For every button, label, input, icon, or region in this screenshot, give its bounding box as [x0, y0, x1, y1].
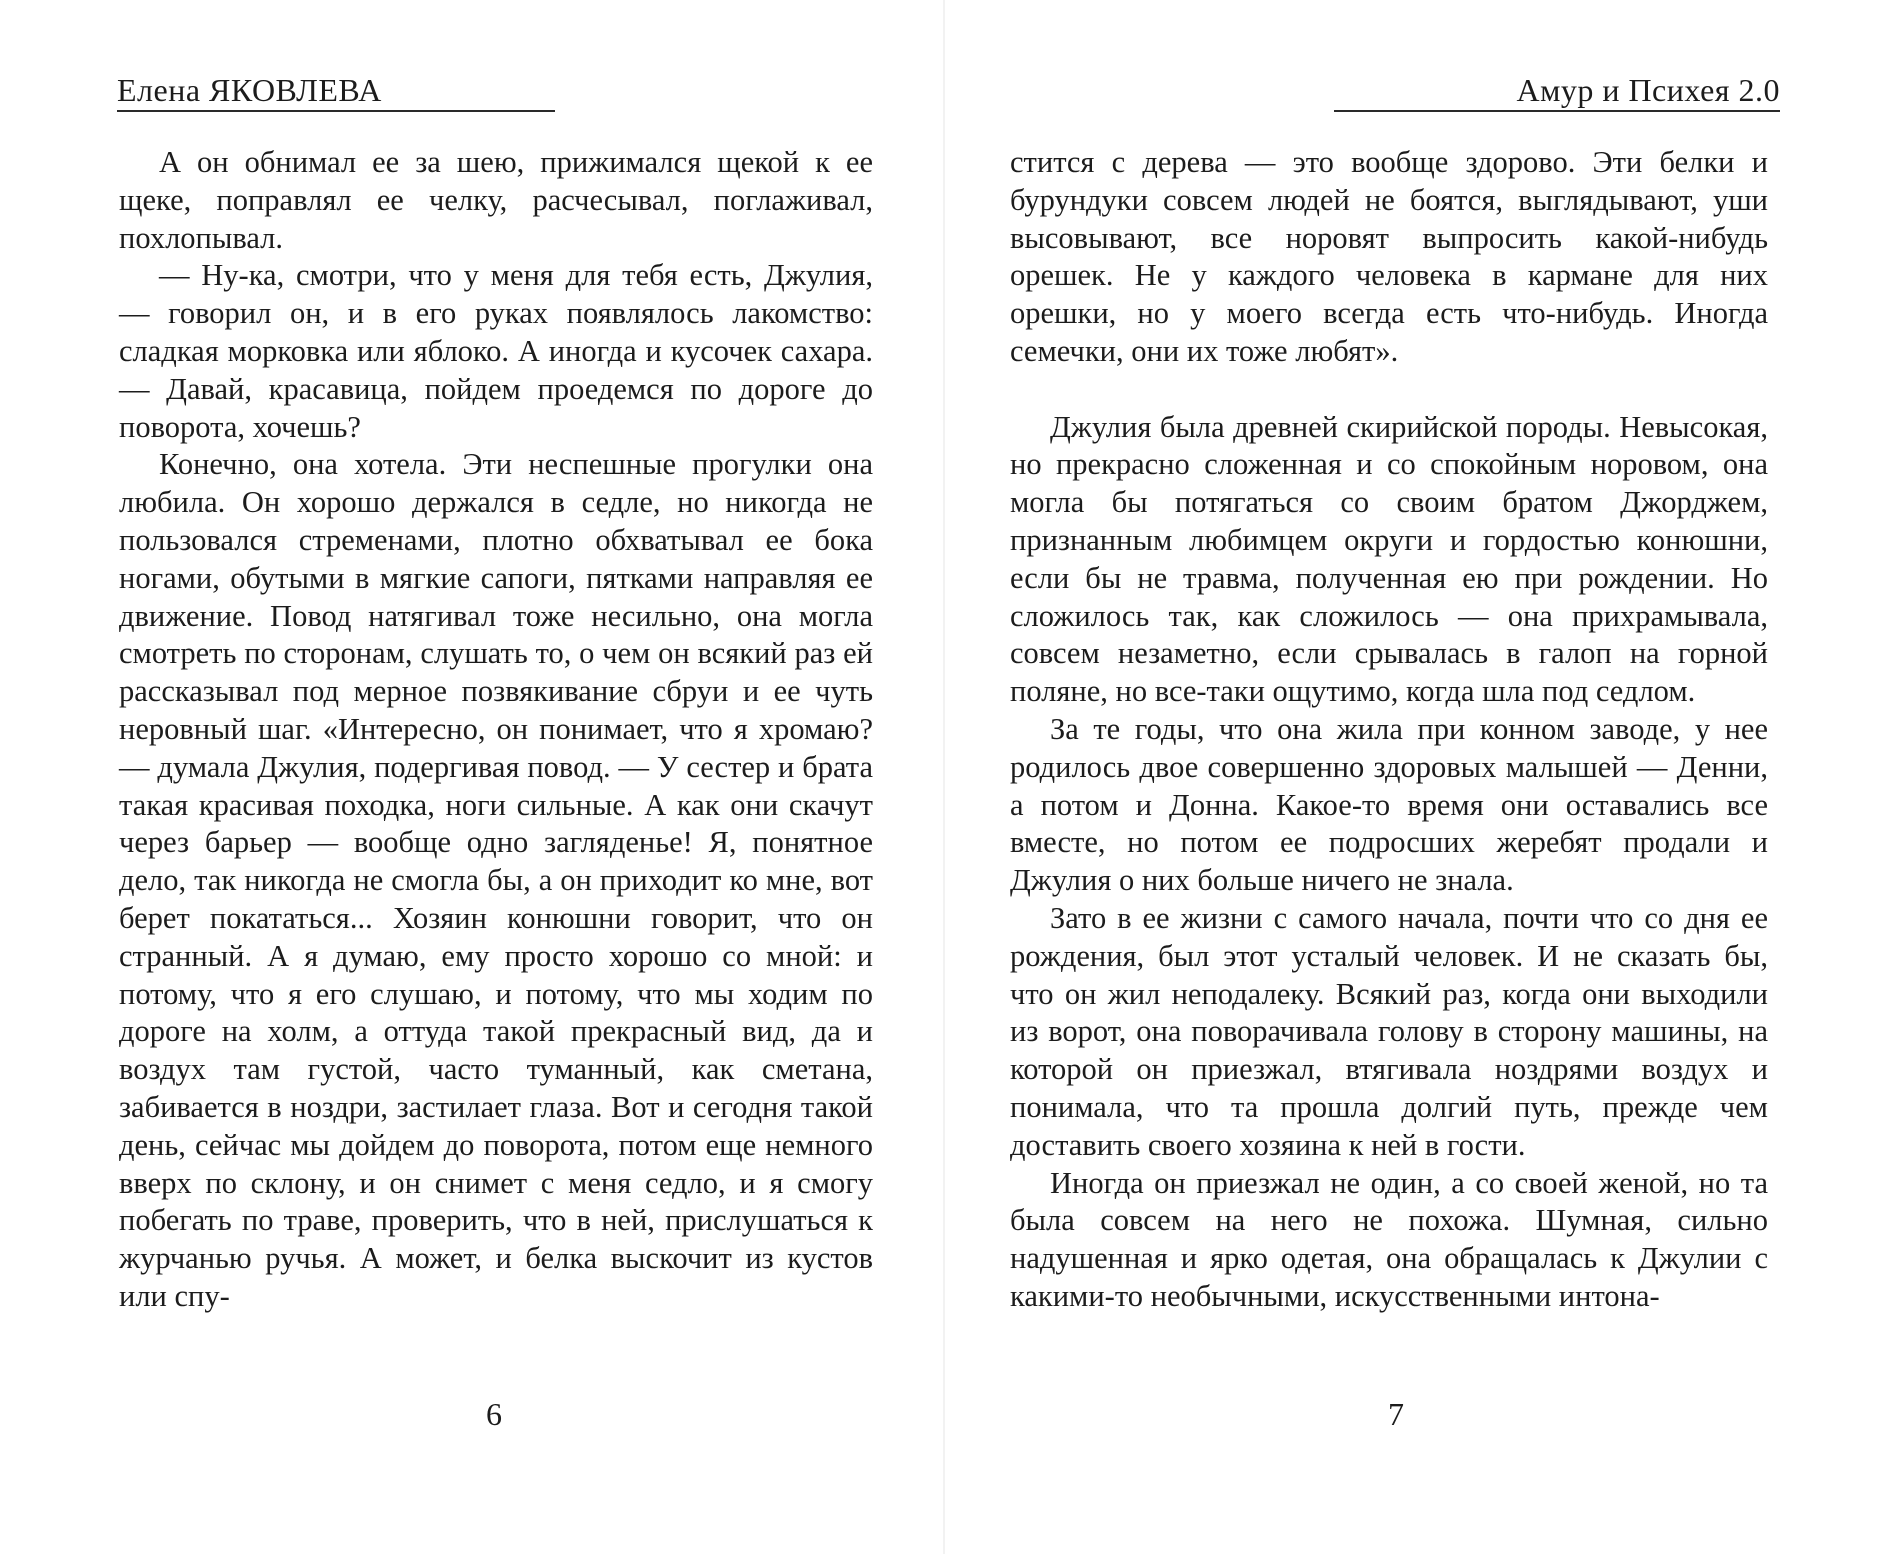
right-body-text — [1010, 144, 1768, 1316]
page-number: 6 — [486, 1396, 502, 1432]
paragraph: За те годы, что она жила при конном заводе, у нее родилось двое совершенно здоровых малышей — Денни, а потом и Донна. Какое-то время они оставались все вместе, но потом ее подросших жеребят продали и Джулия о них больше ничего не знала. — [1010, 711, 1768, 898]
paragraph: Конечно, она хотела. Эти неспешные прогулки она любила. Он хорошо держался в седле, но никогда не пользовался стременами, плотно обхватывал ее бока ногами, обутыми в мягкие сапоги, пятками направляя ее движение. Повод натягивал тоже несильно, она могла смотреть по сторонам, слушать то, о чем он всякий раз ей рассказывал под мерное позвякивание сбруи и ее чуть неровный шаг. «Интересно, он понимает, что я хромаю? — думала Джулия, подергивая повод. — У сестер и брата такая красивая походка, ноги сильные. А как они скачут через барьер — вообще одно загляденье! Я, понятное дело, так никогда не смогла бы, а он приходит ко мне, вот берет покататься... Хозяин конюшни говорит, что он странный. А я думаю, ему просто хорошо со мной: и потому, что я его слушаю, и потому, что мы ходим по дороге на холм, а оттуда такой прекрасный вид, да и воздух там густой, часто туманный, как сметана, забивается в ноздри, застилает глаза. Вот и сегодня такой день, сейчас мы дойдем до поворота, потом еще немного вверх по склону, и он снимет с меня седло, и я смогу побегать по траве, проверить, что в ней, прислушаться к журчанью ручья. А может, и белка выскочит из кустов или спу- — [119, 447, 873, 1313]
paragraph: Иногда он приезжал не один, а со своей женой, но та была совсем на него не похожа. Шумная, сильно надушенная и ярко одетая, она обращалась к Джулии с какими-то необычными, искусственными интона- — [1010, 1165, 1768, 1313]
running-head-author: Елена ЯКОВЛЕВА — [117, 72, 382, 108]
paragraph: Джулия была древней скирийской породы. Невысокая, но прекрасно сложенная и со спокойным норовом, она могла бы потягаться со своим братом Джорджем, признанным любимцем округи и гордостью конюшни, если бы не травма, полученная ею при рождении. Но сложилось так, как сложилось — она прихрамывала, совсем незаметно, если срывалась в галоп на горной поляне, но все-таки ощутимо, когда шла под седлом. — [1010, 409, 1768, 709]
running-head-title: Амур и Психея 2.0 — [1516, 72, 1780, 108]
left-body-text — [119, 144, 873, 1316]
paragraph: стится с дерева — это вообще здорово. Эти белки и бурундуки совсем людей не боятся, выглядывают, уши высовывают, все норовят выпросить какой-нибудь орешек. Не у каждого человека в кармане для них орешки, но у моего всегда есть что-нибудь. Иногда семечки, они их тоже любят». — [1010, 145, 1768, 368]
right-page — [944, 0, 1888, 1554]
page-number: 7 — [1388, 1396, 1404, 1432]
paragraph: Зато в ее жизни с самого начала, почти что со дня ее рождения, был этот усталый человек. И не сказать бы, что он жил неподалеку. Всякий раз, когда они выходили из ворот, она поворачивала голову в сторону машины, на которой он приезжал, втягивала ноздрями воздух и понимала, что та прошла долгий путь, прежде чем доставить своего хозяина к ней в гости. — [1010, 900, 1768, 1162]
header-rule — [117, 110, 555, 112]
paragraph: — Ну-ка, смотри, что у меня для тебя есть, Джулия, — говорил он, и в его руках появлялось лакомство: сладкая морковка или яблоко. А иногда и кусочек сахара. — Давай, красавица, пойдем проедемся по дороге до поворота, хочешь? — [119, 258, 873, 444]
paragraph: А он обнимал ее за шею, прижимался щекой к ее щеке, поправлял ее челку, расчесывал, поглаживал, похлопывал. — [119, 145, 873, 255]
header-rule — [1334, 110, 1780, 112]
